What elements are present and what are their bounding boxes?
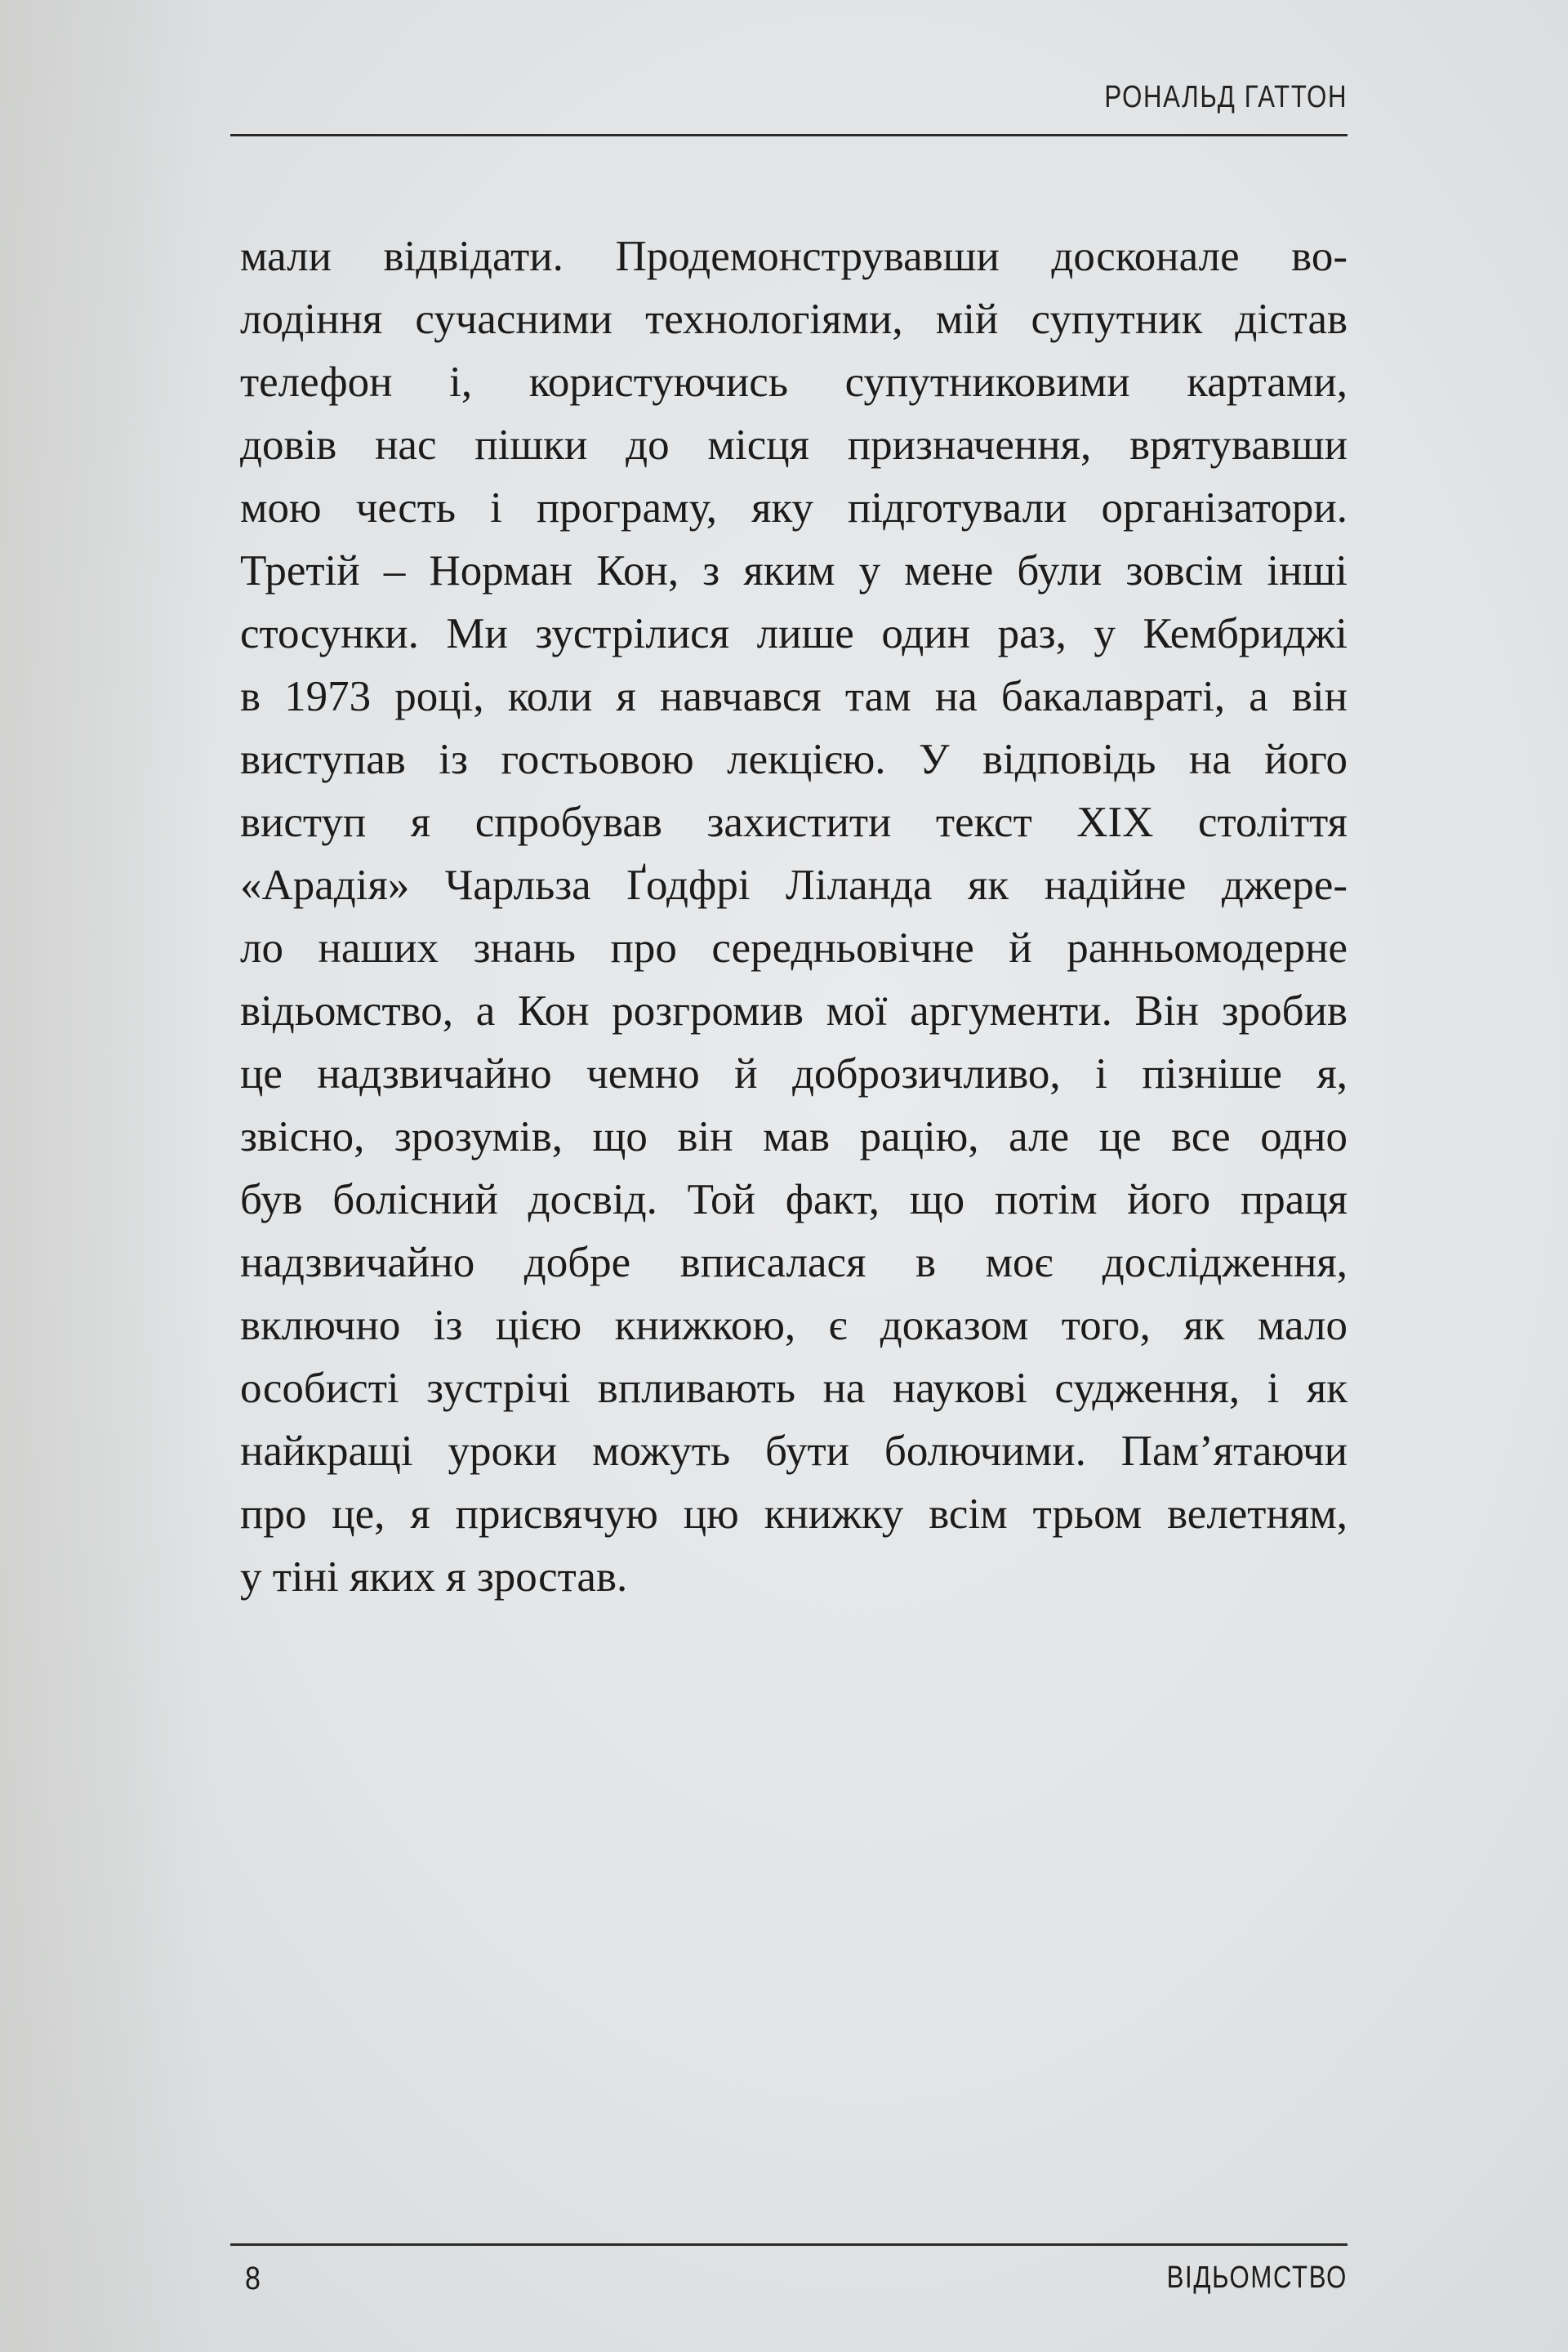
body-paragraph: [240, 225, 1348, 1609]
text-line: про це, я присвячую цю книжку всім трьом велетням,: [240, 1490, 1348, 1538]
text-line: «Арадія» Чарльза Ґодфрі Ліланда як надійне джере-: [240, 862, 1348, 909]
running-head-author: РОНАЛЬД ГАТТОН: [1104, 80, 1348, 114]
text-line: надзвичайно добре вписалася в моє дослідження,: [240, 1239, 1348, 1286]
text-line: в 1973 році, коли я навчався там на бакалавраті, а він: [240, 673, 1348, 720]
text-line: це надзвичайно чемно й доброзичливо, і пізніше я,: [240, 1050, 1348, 1098]
page-number: 8: [245, 2261, 261, 2296]
text-line: виступ я спробував захистити текст XIX століття: [240, 799, 1348, 846]
text-line: довів нас пішки до місця призначення, врятувавши: [240, 421, 1348, 469]
text-line: відьомство, а Кон розгромив мої аргументи. Він зробив: [240, 987, 1348, 1035]
running-foot-title: ВІДЬОМСТВО: [1166, 2261, 1348, 2295]
text-line: мали відвідати. Продемонструвавши досконале во-: [240, 233, 1348, 280]
text-line: звісно, зрозумів, що він мав рацію, але це все одно: [240, 1113, 1348, 1160]
text-line: лодіння сучасними технологіями, мій супутник дістав: [240, 296, 1348, 343]
text-line: у тіні яких я зростав.: [240, 1553, 628, 1601]
text-line: був болісний досвід. Той факт, що потім його праця: [240, 1176, 1348, 1223]
text-line: найкращі уроки можуть бути болючими. Пам’ятаючи: [240, 1428, 1348, 1475]
text-line: виступав із гостьовою лекцією. У відповідь на його: [240, 736, 1348, 783]
text-line: особисті зустрічі впливають на наукові судження, і як: [240, 1365, 1348, 1412]
text-line: Третій – Норман Кон, з яким у мене були зовсім інші: [240, 547, 1348, 595]
text-line: телефон і, користуючись супутниковими картами,: [240, 359, 1348, 406]
page-edge-shadow: [0, 0, 212, 2352]
text-line: ло наших знань про середньовічне й ранньомодерне: [240, 924, 1348, 972]
text-line: включно із цією книжкою, є доказом того, як мало: [240, 1302, 1348, 1349]
header-rule: [230, 134, 1348, 136]
text-line: мою честь і програму, яку підготували організатори.: [240, 484, 1348, 532]
footer-rule: [230, 2243, 1348, 2246]
text-line: стосунки. Ми зустрілися лише один раз, у Кембриджі: [240, 610, 1348, 657]
